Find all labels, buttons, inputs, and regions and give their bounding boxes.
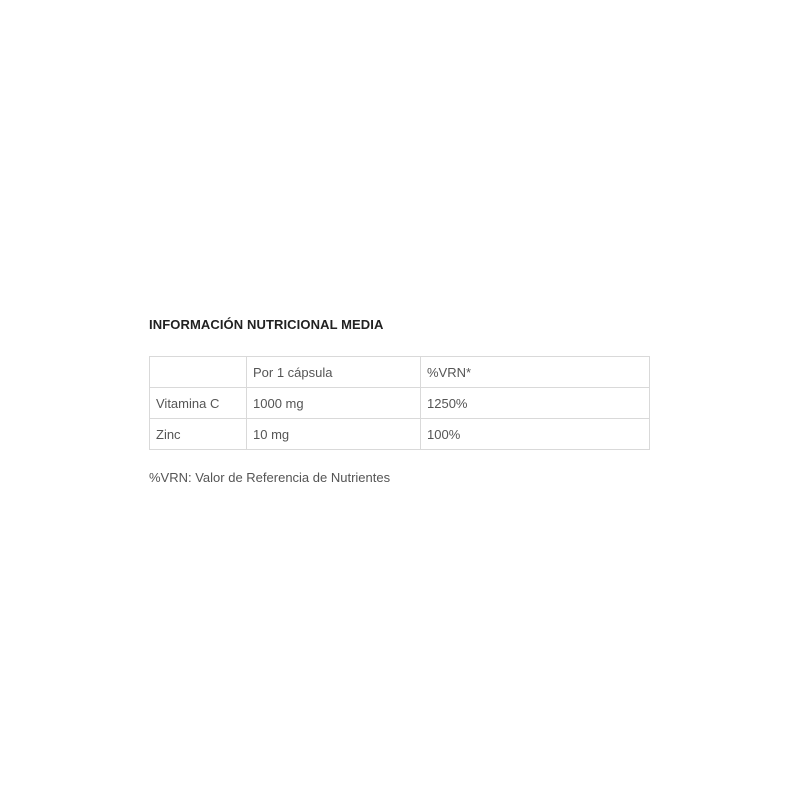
nutrient-name-cell: Vitamina C (150, 388, 247, 419)
nutrition-heading: INFORMACIÓN NUTRICIONAL MEDIA (149, 317, 384, 332)
header-cell-vrn: %VRN* (421, 357, 650, 388)
header-cell-per-capsule: Por 1 cápsula (247, 357, 421, 388)
header-cell-empty (150, 357, 247, 388)
amount-cell: 10 mg (247, 419, 421, 450)
table-row (150, 419, 650, 450)
vrn-footnote: %VRN: Valor de Referencia de Nutrientes (149, 470, 391, 485)
table-header-row (150, 357, 650, 388)
nutrition-table (149, 356, 650, 450)
nutrition-panel (149, 316, 649, 485)
nutrient-name-cell: Zinc (150, 419, 247, 450)
amount-cell: 1000 mg (247, 388, 421, 419)
vrn-cell: 100% (421, 419, 650, 450)
vrn-cell: 1250% (421, 388, 650, 419)
table-row (150, 388, 650, 419)
